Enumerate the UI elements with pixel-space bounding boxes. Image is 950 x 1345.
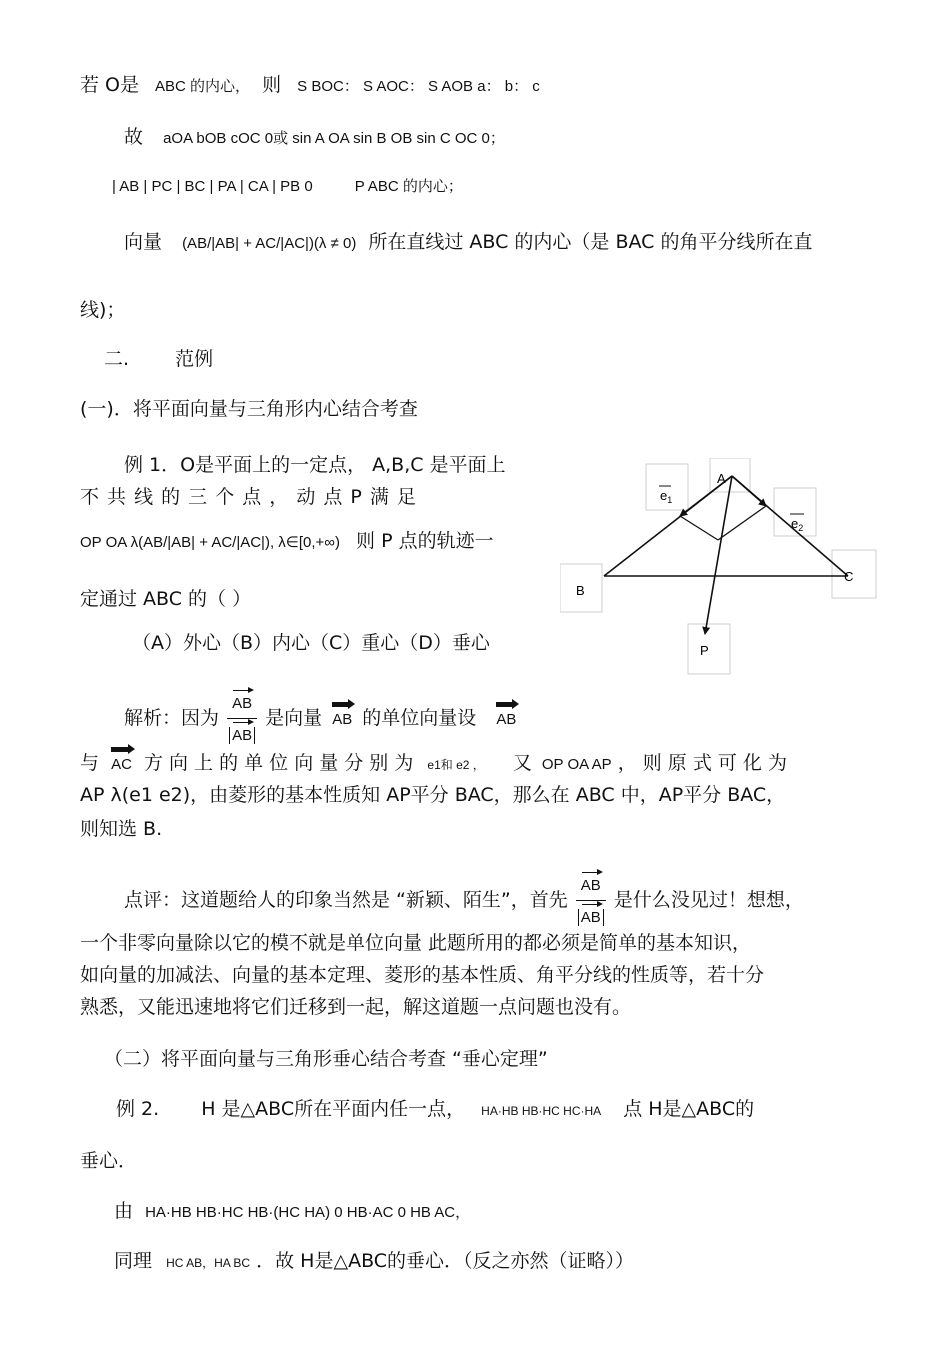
subsection-2-title: （二）将平面向量与三角形垂心结合考查 “垂心定理”	[104, 1048, 548, 1070]
unit-vector-fraction	[227, 688, 257, 749]
triangle-diagram	[560, 458, 890, 678]
comment-fraction-den	[576, 901, 606, 931]
comment-line-3: 如向量的加减法、向量的基本定理、菱形的基本性质、角平分线的性质等，若十分	[80, 964, 765, 986]
therefore-label: 故	[124, 126, 144, 148]
section-number: 二.	[104, 348, 130, 370]
label-e2-base: e	[791, 516, 799, 531]
label-c: C	[844, 569, 854, 584]
example1-line-4: 定通过 ABC 的（ ）	[80, 588, 252, 610]
intro-then: 则	[262, 74, 282, 96]
vector-label: 向量	[124, 231, 163, 253]
e1-e2-text: e1和 e2 ，	[427, 758, 485, 772]
side-vector-formula: | AB | PC | BC | PA | CA | PB 0	[112, 178, 313, 195]
analysis-line-4: 则知选 B.	[80, 818, 163, 840]
vec-ab-bold: AB	[332, 701, 352, 733]
intro-line-2	[124, 124, 505, 152]
proof-line	[114, 1198, 470, 1226]
example1-line-1: 例 1．O是平面上的一定点， A,B,C 是平面上	[124, 454, 506, 476]
area-ratio-formula: S BOC： S AOC： S AOB a： b： c	[297, 78, 540, 95]
intro-text: 若 O是	[80, 74, 139, 96]
example2-text: H 是△ABC所在平面内任一点，	[201, 1098, 466, 1120]
label-e1-sub: 1	[667, 495, 673, 505]
label-p: P	[700, 643, 709, 658]
op-oa-ap-formula: OP OA AP	[541, 756, 612, 773]
and-word: 与	[80, 752, 100, 774]
label-e2-sub: 2	[798, 523, 804, 533]
trajectory-question: 则 P 点的轨迹一	[356, 530, 494, 552]
trajectory-formula: OP OA λ(AB/|AB| + AC/|AC|), λ∈[0,+∞)	[80, 534, 340, 551]
weighted-vector-formula: aOA bOB cOC 0或 sin A OA sin B OB sin C OC 0；	[163, 130, 505, 147]
analysis-text1: 是向量	[265, 707, 323, 729]
direction-text: 方 向 上 的 单 位 向 量 分 别 为	[143, 752, 414, 774]
vec-ab-bold-2: AB	[496, 701, 516, 733]
similar-lead: 同理	[114, 1250, 153, 1272]
vec-ab-den: AB	[232, 720, 252, 749]
example1-line-3	[80, 528, 494, 556]
label-e1-base: e	[660, 488, 668, 503]
comment-line-4: 熟悉，又能迅速地将它们迁移到一起，解这道题一点问题也没有。	[80, 996, 632, 1018]
example2-line-2: 垂心．	[80, 1150, 138, 1172]
c-label-box	[832, 550, 876, 598]
label-a: A	[717, 471, 726, 486]
label-b: B	[576, 583, 585, 598]
comment-fraction	[576, 870, 606, 931]
fraction-den	[227, 719, 257, 749]
analysis-text2: 的单位向量设	[362, 707, 477, 729]
similar-text: ．故 H是△ABC的垂心．（反之亦然（证略））	[256, 1250, 635, 1272]
abs-ab	[229, 727, 255, 744]
vec-ac-bold: AC	[111, 746, 132, 778]
comment-line-2: 一个非零向量除以它的模不就是单位向量 此题所用的都必须是简单的基本知识，	[80, 932, 752, 954]
label-e2	[791, 516, 803, 533]
intro-line-3	[112, 172, 463, 200]
intro-line-1	[80, 72, 540, 100]
p-label-box	[688, 624, 730, 674]
example2-lead: 例 2.	[116, 1098, 160, 1120]
intro-line-4	[124, 229, 812, 257]
fraction-num	[227, 688, 257, 719]
similar-formula: HC AB，HA BC	[166, 1256, 251, 1270]
subsection-1-title: (一)．将平面向量与三角形内心结合考查	[80, 398, 418, 420]
similar-line	[114, 1248, 634, 1276]
example1-line-2: 不 共 线 的 三 个 点 ， 动 点 P 满 足	[80, 486, 417, 508]
analysis-line-2	[80, 746, 787, 778]
comment-lead: 点评：这道题给人的印象当然是 “新颖、陌生”，首先	[124, 889, 568, 911]
intro-abc: ABC 的内心，	[155, 78, 251, 95]
vec-ab-c-den: AB	[581, 902, 601, 931]
angle-bisector-text: 所在直线过 ABC 的内心（是 BAC 的角平分线所在直	[368, 231, 813, 253]
example2-line-1	[116, 1096, 754, 1124]
orthocenter-formula: HA·HB HB·HC HC·HA	[481, 1104, 602, 1118]
section-heading	[104, 346, 213, 372]
section-title: 范例	[175, 348, 214, 370]
analysis-lead: 解析：因为	[124, 707, 220, 729]
example1-options: （A）外心（B）内心（C）重心（D）垂心	[132, 632, 490, 654]
angle-bisector-formula: (AB/|AB| + AC/|AC|)(λ ≠ 0)	[182, 235, 357, 252]
vec-ab: AB	[232, 688, 252, 717]
proof-lead: 由	[114, 1200, 134, 1222]
example2-text2: 点 H是△ABC的	[623, 1098, 755, 1120]
vector-ap	[705, 476, 732, 634]
analysis-line-1	[124, 688, 516, 749]
incenter-conclusion: P ABC 的内心；	[354, 178, 463, 195]
comment-fraction-num	[576, 870, 606, 901]
vec-ab-c: AB	[581, 870, 601, 899]
label-e1	[660, 488, 672, 505]
comment-tail: 是什么没见过！想想，	[613, 889, 804, 911]
also-word: 又	[512, 752, 532, 774]
rhombus-side-1	[680, 516, 718, 540]
unit-vector-e2	[732, 476, 766, 506]
rewrite-text: ， 则 原 式 可 化 为	[617, 752, 787, 774]
analysis-line-3: AP λ(e1 e2)，由菱形的基本性质知 AP平分 BAC，那么在 ABC 中，AP平分 BAC，	[80, 784, 786, 806]
abs-ab-c	[578, 909, 604, 926]
comment-line-1	[124, 870, 804, 931]
intro-line-5: 线)；	[80, 299, 126, 321]
proof-formula: HA·HB HB·HC HB·(HC HA) 0 HB·AC 0 HB AC，	[145, 1204, 471, 1221]
